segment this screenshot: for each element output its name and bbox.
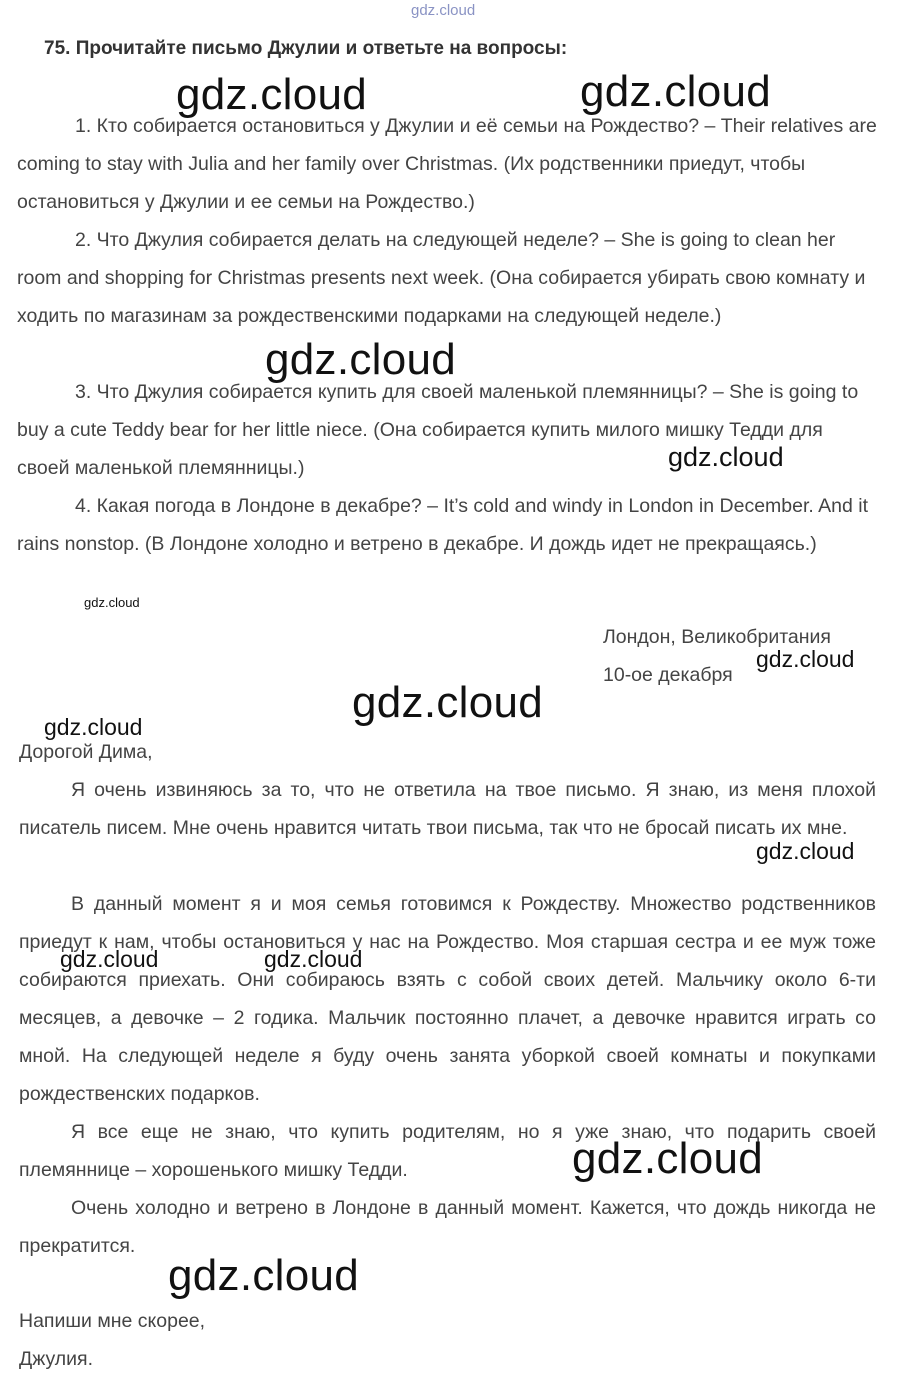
letter-paragraph-3: Я все еще не знаю, что купить родителям, но я уже знаю, что подарить своей племяннице – хорошенького мишку Тедди.: [19, 1121, 876, 1181]
answer-4: 4. Какая погода в Лондоне в декабре? – It’s cold and windy in London in December. And it rains nonstop. (В Лондоне холодно и ветрено в декабре. И дождь идет не прекращаясь.): [17, 495, 869, 555]
watermark: gdz.cloud: [168, 1251, 360, 1300]
letter-closing: Напиши мне скорее,: [19, 1310, 206, 1332]
watermark: gdz.cloud: [84, 595, 140, 610]
watermark: gdz.cloud: [580, 67, 772, 116]
letter-paragraph-4: Очень холодно и ветрено в Лондоне в данный момент. Кажется, что дождь никогда не прекратится.: [19, 1197, 876, 1257]
watermark: gdz.cloud: [756, 646, 855, 672]
task-title: 75. Прочитайте письмо Джулии и ответьте на вопросы:: [44, 38, 568, 59]
letter-date: 10-ое декабря: [603, 664, 733, 686]
letter-paragraph-2: В данный момент я и моя семья готовимся к Рождеству. Множество родственников приедут к нам, чтобы остановиться у нас на Рождество. Моя старшая сестра и ее муж тоже собираются приехать. Они собираюсь взять с собой своих детей. Мальчику около 6-ти месяцев, а девочке – 2 годика. Мальчик постоянно плачет, а девочке нравится играть со мной. На следующей неделе я буду очень занята уборкой своей комнаты и покупками рождественских подарков.: [19, 893, 876, 1105]
letter-greeting: Дорогой Дима,: [19, 741, 153, 763]
answer-2: 2. Что Джулия собирается делать на следующей неделе? – She is going to clean her room and shopping for Christmas presents next week. (Она собирается убирать свою комнату и ходить по магазинам за рождественскими подарками на следующей неделе.): [17, 229, 866, 327]
watermark: gdz.cloud: [265, 335, 457, 384]
watermark: gdz.cloud: [572, 1134, 764, 1183]
watermark: gdz.cloud: [668, 442, 784, 472]
letter-place: Лондон, Великобритания: [603, 626, 831, 648]
watermark: gdz.cloud: [352, 678, 544, 727]
watermark: gdz.cloud: [60, 946, 159, 972]
answer-3: 3. Что Джулия собирается купить для своей маленькой племянницы? – She is going to buy a cute Teddy bear for her little niece. (Она собирается купить милого мишку Тедди для своей маленькой племянницы.): [17, 381, 859, 479]
answer-1: 1. Кто собирается остановиться у Джулии и её семьи на Рождество? – Their relatives are coming to stay with Julia and her family over Christmas. (Их родственники приедут, чтобы остановиться у Джулии и ее семьи на Рождество.): [17, 115, 877, 213]
top-watermark: gdz.cloud: [411, 2, 476, 19]
watermark: gdz.cloud: [264, 946, 363, 972]
letter-signature: Джулия.: [19, 1348, 94, 1370]
watermark: gdz.cloud: [176, 70, 368, 119]
watermark: gdz.cloud: [756, 838, 855, 864]
letter-paragraph-1: Я очень извиняюсь за то, что не ответила на твое письмо. Я знаю, из меня плохой писатель писем. Мне очень нравится читать твои письма, так что не бросай писать их мне.: [19, 779, 876, 839]
watermark: gdz.cloud: [44, 714, 143, 740]
